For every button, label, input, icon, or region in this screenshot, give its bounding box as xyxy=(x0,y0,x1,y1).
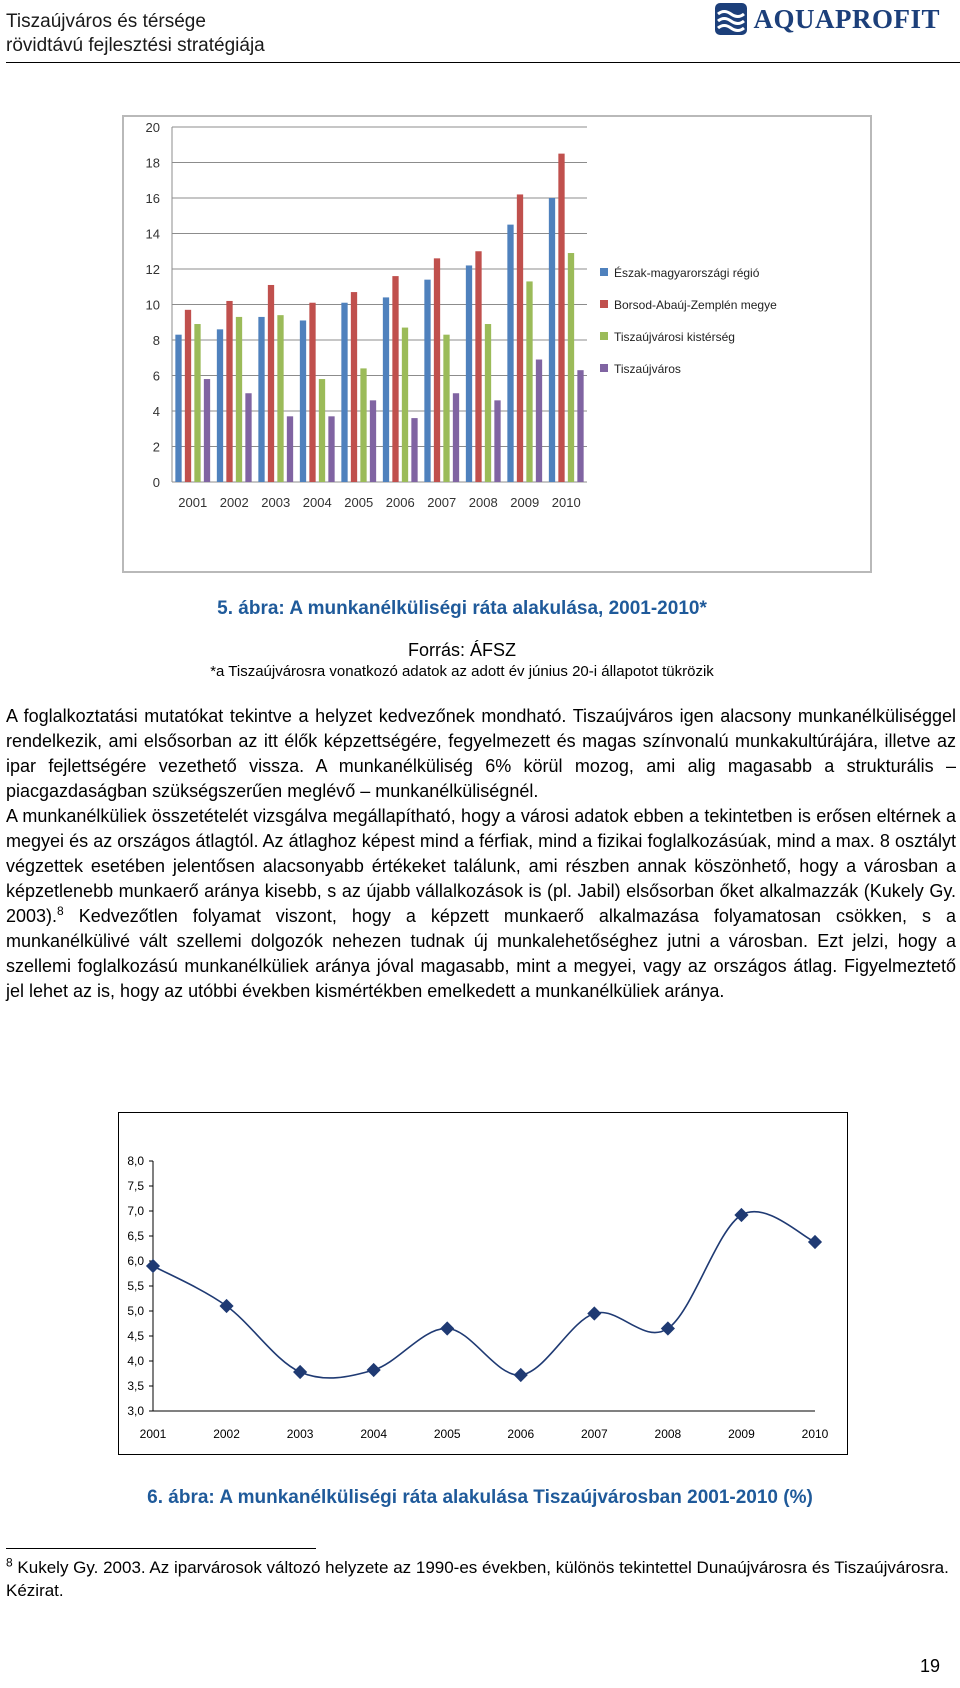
figure5-caption: 5. ábra: A munkanélküliségi ráta alakulása, 2001-2010* xyxy=(217,598,707,619)
y-tick-label: 8,0 xyxy=(127,1154,144,1168)
y-tick-label: 4 xyxy=(152,404,160,419)
bar xyxy=(577,370,583,482)
paragraph-3-text: Kedvezőtlen folyamat viszont, hogy a képzett munkaerő alkalmazása folyamatosan csökken, s a munkanélkülivé vált szellemi dolgozók nehezen tudnak új munkalehetőséghez jutni a városban. Ezt jelzi, hogy a szellemi foglalkozású munkanélküliek aránya jóval magasabb, mint a megyei, vagy az országos átlag. Figyelmeztető jel lehet az is, hogy az utóbbi években kismértékben emelkedett a munkanélküliek aránya. xyxy=(6,906,956,1001)
bar xyxy=(485,324,491,482)
bar-chart-svg xyxy=(122,115,872,573)
bar xyxy=(526,281,532,482)
bar xyxy=(341,303,347,482)
y-tick-label: 6 xyxy=(152,368,160,384)
footnote-number: 8 xyxy=(6,1555,13,1570)
data-point xyxy=(514,1368,528,1382)
y-tick-label: 5,5 xyxy=(127,1279,144,1293)
line-chart-svg xyxy=(119,1113,847,1454)
figure6-caption: 6. ábra: A munkanélküliségi ráta alakulása Tiszaújvárosban 2001-2010 (%) xyxy=(147,1487,813,1508)
legend-label: Tiszaújváros xyxy=(614,362,681,376)
y-tick-label: 7,0 xyxy=(127,1204,144,1218)
bar xyxy=(287,416,293,482)
bar xyxy=(453,393,459,482)
data-point xyxy=(808,1235,822,1249)
bar xyxy=(402,328,408,482)
series-line xyxy=(153,1212,815,1378)
page-number: 19 xyxy=(919,1656,940,1676)
data-point xyxy=(146,1259,160,1273)
bar xyxy=(507,225,513,482)
data-point xyxy=(587,1306,601,1320)
bar xyxy=(226,301,232,482)
x-tick-label: 2001 xyxy=(178,495,208,510)
x-tick-label: 2009 xyxy=(728,1427,755,1441)
x-tick-label: 2004 xyxy=(360,1427,388,1441)
y-tick-label: 14 xyxy=(145,226,160,242)
bar xyxy=(300,320,306,482)
y-tick-label: 12 xyxy=(145,262,160,277)
bar xyxy=(443,335,449,482)
header-divider xyxy=(6,62,960,63)
figure5-note: *a Tiszaújvárosra vonatkozó adatok az adott év június 20-i állapotot tükrözik xyxy=(210,663,714,680)
y-tick-label: 4,0 xyxy=(127,1354,144,1368)
legend-swatch xyxy=(600,332,608,340)
data-point xyxy=(293,1365,307,1379)
bar xyxy=(204,379,210,482)
footnote xyxy=(6,1556,956,1602)
bar xyxy=(245,393,251,482)
x-tick-label: 2006 xyxy=(507,1427,535,1441)
bar xyxy=(258,317,264,482)
paragraph-1: A foglalkoztatási mutatókat tekintve a helyzet kedvezőnek mondható. Tiszaújváros igen alacsony munkanélküliséggel rendelkezik, ami elsősorban az itt élők képzettségére, fegyelmezett és magas színvonalú munkakultúrájára, illetve az ipar fejlettségére vezethető vissza. A munkanélküliség 6% körül mozog, ami alig magasabb a strukturális – piacgazdaságban szükségszerűen meglévő – munkanélküliségnél. xyxy=(6,706,956,801)
x-tick-label: 2003 xyxy=(261,495,291,510)
bar xyxy=(351,292,357,482)
paragraph-2 xyxy=(6,804,956,1004)
data-point xyxy=(367,1363,381,1377)
y-tick-label: 16 xyxy=(145,191,160,206)
y-tick-label: 0 xyxy=(152,475,160,490)
document-header xyxy=(6,10,265,58)
legend-label: Tiszaújvárosi kistérség xyxy=(614,330,735,344)
y-tick-label: 2 xyxy=(152,439,160,455)
y-tick-label: 3,0 xyxy=(127,1404,144,1418)
bar xyxy=(494,400,500,482)
bar xyxy=(328,416,334,482)
bar xyxy=(175,335,181,482)
x-tick-label: 2007 xyxy=(580,1427,608,1441)
x-tick-label: 2006 xyxy=(385,495,415,510)
bar xyxy=(360,368,366,482)
figure5-source: Forrás: ÁFSZ xyxy=(407,640,516,660)
logo-text: AQUAPROFIT xyxy=(753,3,940,34)
y-tick-label: 3,5 xyxy=(127,1379,144,1393)
paragraph-2-text: A munkanélküliek összetételét vizsgálva megállapítható, hogy a városi adatok ebben a tekintetben is erősen eltérnek a megyei és az országos átlagtól. Az átlaghoz képest mind a férfiak, mind a fizikai foglalkozásúak, mind a max. 8 osztályt végzettek esetében jelentősen alacsonyabb értékeket találunk, ami részben annak köszönhető, hogy a városban a képzetlenebb munkaerő aránya kisebb, s az újabb vállalkozások is (pl. Jabil) elsősorban őket alkalmazzák (Kukely Gy. 2003). xyxy=(6,806,956,926)
figure6-chart xyxy=(118,1112,848,1455)
x-tick-label: 2002 xyxy=(219,495,249,510)
bar xyxy=(185,310,191,482)
bar xyxy=(268,285,274,482)
y-tick-label: 20 xyxy=(145,120,160,135)
bar xyxy=(309,303,315,482)
footnote-divider xyxy=(6,1548,316,1549)
y-tick-label: 6,0 xyxy=(127,1254,144,1268)
bar xyxy=(424,280,430,482)
x-tick-label: 2004 xyxy=(302,495,332,510)
y-tick-label: 8 xyxy=(152,333,160,348)
y-tick-label: 6,5 xyxy=(127,1229,144,1243)
bar xyxy=(319,379,325,482)
footnote-text: Kukely Gy. 2003. Az iparvárosok változó helyzete az 1990-es években, különös tekintettel Dunaújvárosra és Tiszaújvárosra. Kézirat. xyxy=(6,1558,949,1600)
bar xyxy=(277,315,283,482)
x-tick-label: 2008 xyxy=(654,1427,682,1441)
figure5-chart xyxy=(122,115,872,573)
legend-swatch xyxy=(600,364,608,372)
bar xyxy=(194,324,200,482)
bar xyxy=(392,276,398,482)
data-point xyxy=(734,1208,748,1222)
x-tick-label: 2002 xyxy=(213,1427,240,1441)
y-tick-label: 10 xyxy=(145,297,160,313)
y-tick-label: 5,0 xyxy=(127,1304,144,1318)
bar xyxy=(383,297,389,482)
logo-mark-icon xyxy=(714,2,748,36)
y-tick-label: 18 xyxy=(145,155,160,171)
body-text xyxy=(6,704,956,1004)
bar xyxy=(568,253,574,482)
data-point xyxy=(219,1299,233,1313)
footnote-ref[interactable]: 8 xyxy=(57,904,64,918)
header-title-line1: Tiszaújváros és térsége xyxy=(6,11,206,32)
legend-label: Borsod-Abaúj-Zemplén megye xyxy=(614,298,777,312)
bar xyxy=(536,360,542,482)
bar xyxy=(517,194,523,482)
bar xyxy=(466,265,472,482)
bar xyxy=(434,258,440,482)
x-tick-label: 2003 xyxy=(286,1427,314,1441)
legend-swatch xyxy=(600,268,608,276)
bar xyxy=(217,329,223,482)
x-tick-label: 2005 xyxy=(433,1427,461,1441)
data-point xyxy=(440,1321,454,1335)
x-tick-label: 2005 xyxy=(344,495,374,510)
y-tick-label: 7,5 xyxy=(127,1179,144,1193)
x-tick-label: 2010 xyxy=(551,495,581,510)
x-tick-label: 2001 xyxy=(139,1427,167,1441)
x-tick-label: 2008 xyxy=(468,495,498,510)
header-title-line2: rövidtávú fejlesztési stratégiája xyxy=(6,35,265,56)
bar xyxy=(549,198,555,482)
y-tick-label: 4,5 xyxy=(127,1329,144,1343)
legend-label: Észak-magyarországi régió xyxy=(614,266,760,280)
x-tick-label: 2010 xyxy=(801,1427,829,1441)
bar xyxy=(475,251,481,482)
legend-swatch xyxy=(600,300,608,308)
aquaprofit-logo xyxy=(714,0,941,38)
bar xyxy=(370,400,376,482)
bar xyxy=(558,154,564,482)
bar xyxy=(411,418,417,482)
x-tick-label: 2009 xyxy=(510,495,540,510)
bar xyxy=(236,317,242,482)
x-tick-label: 2007 xyxy=(427,495,457,510)
